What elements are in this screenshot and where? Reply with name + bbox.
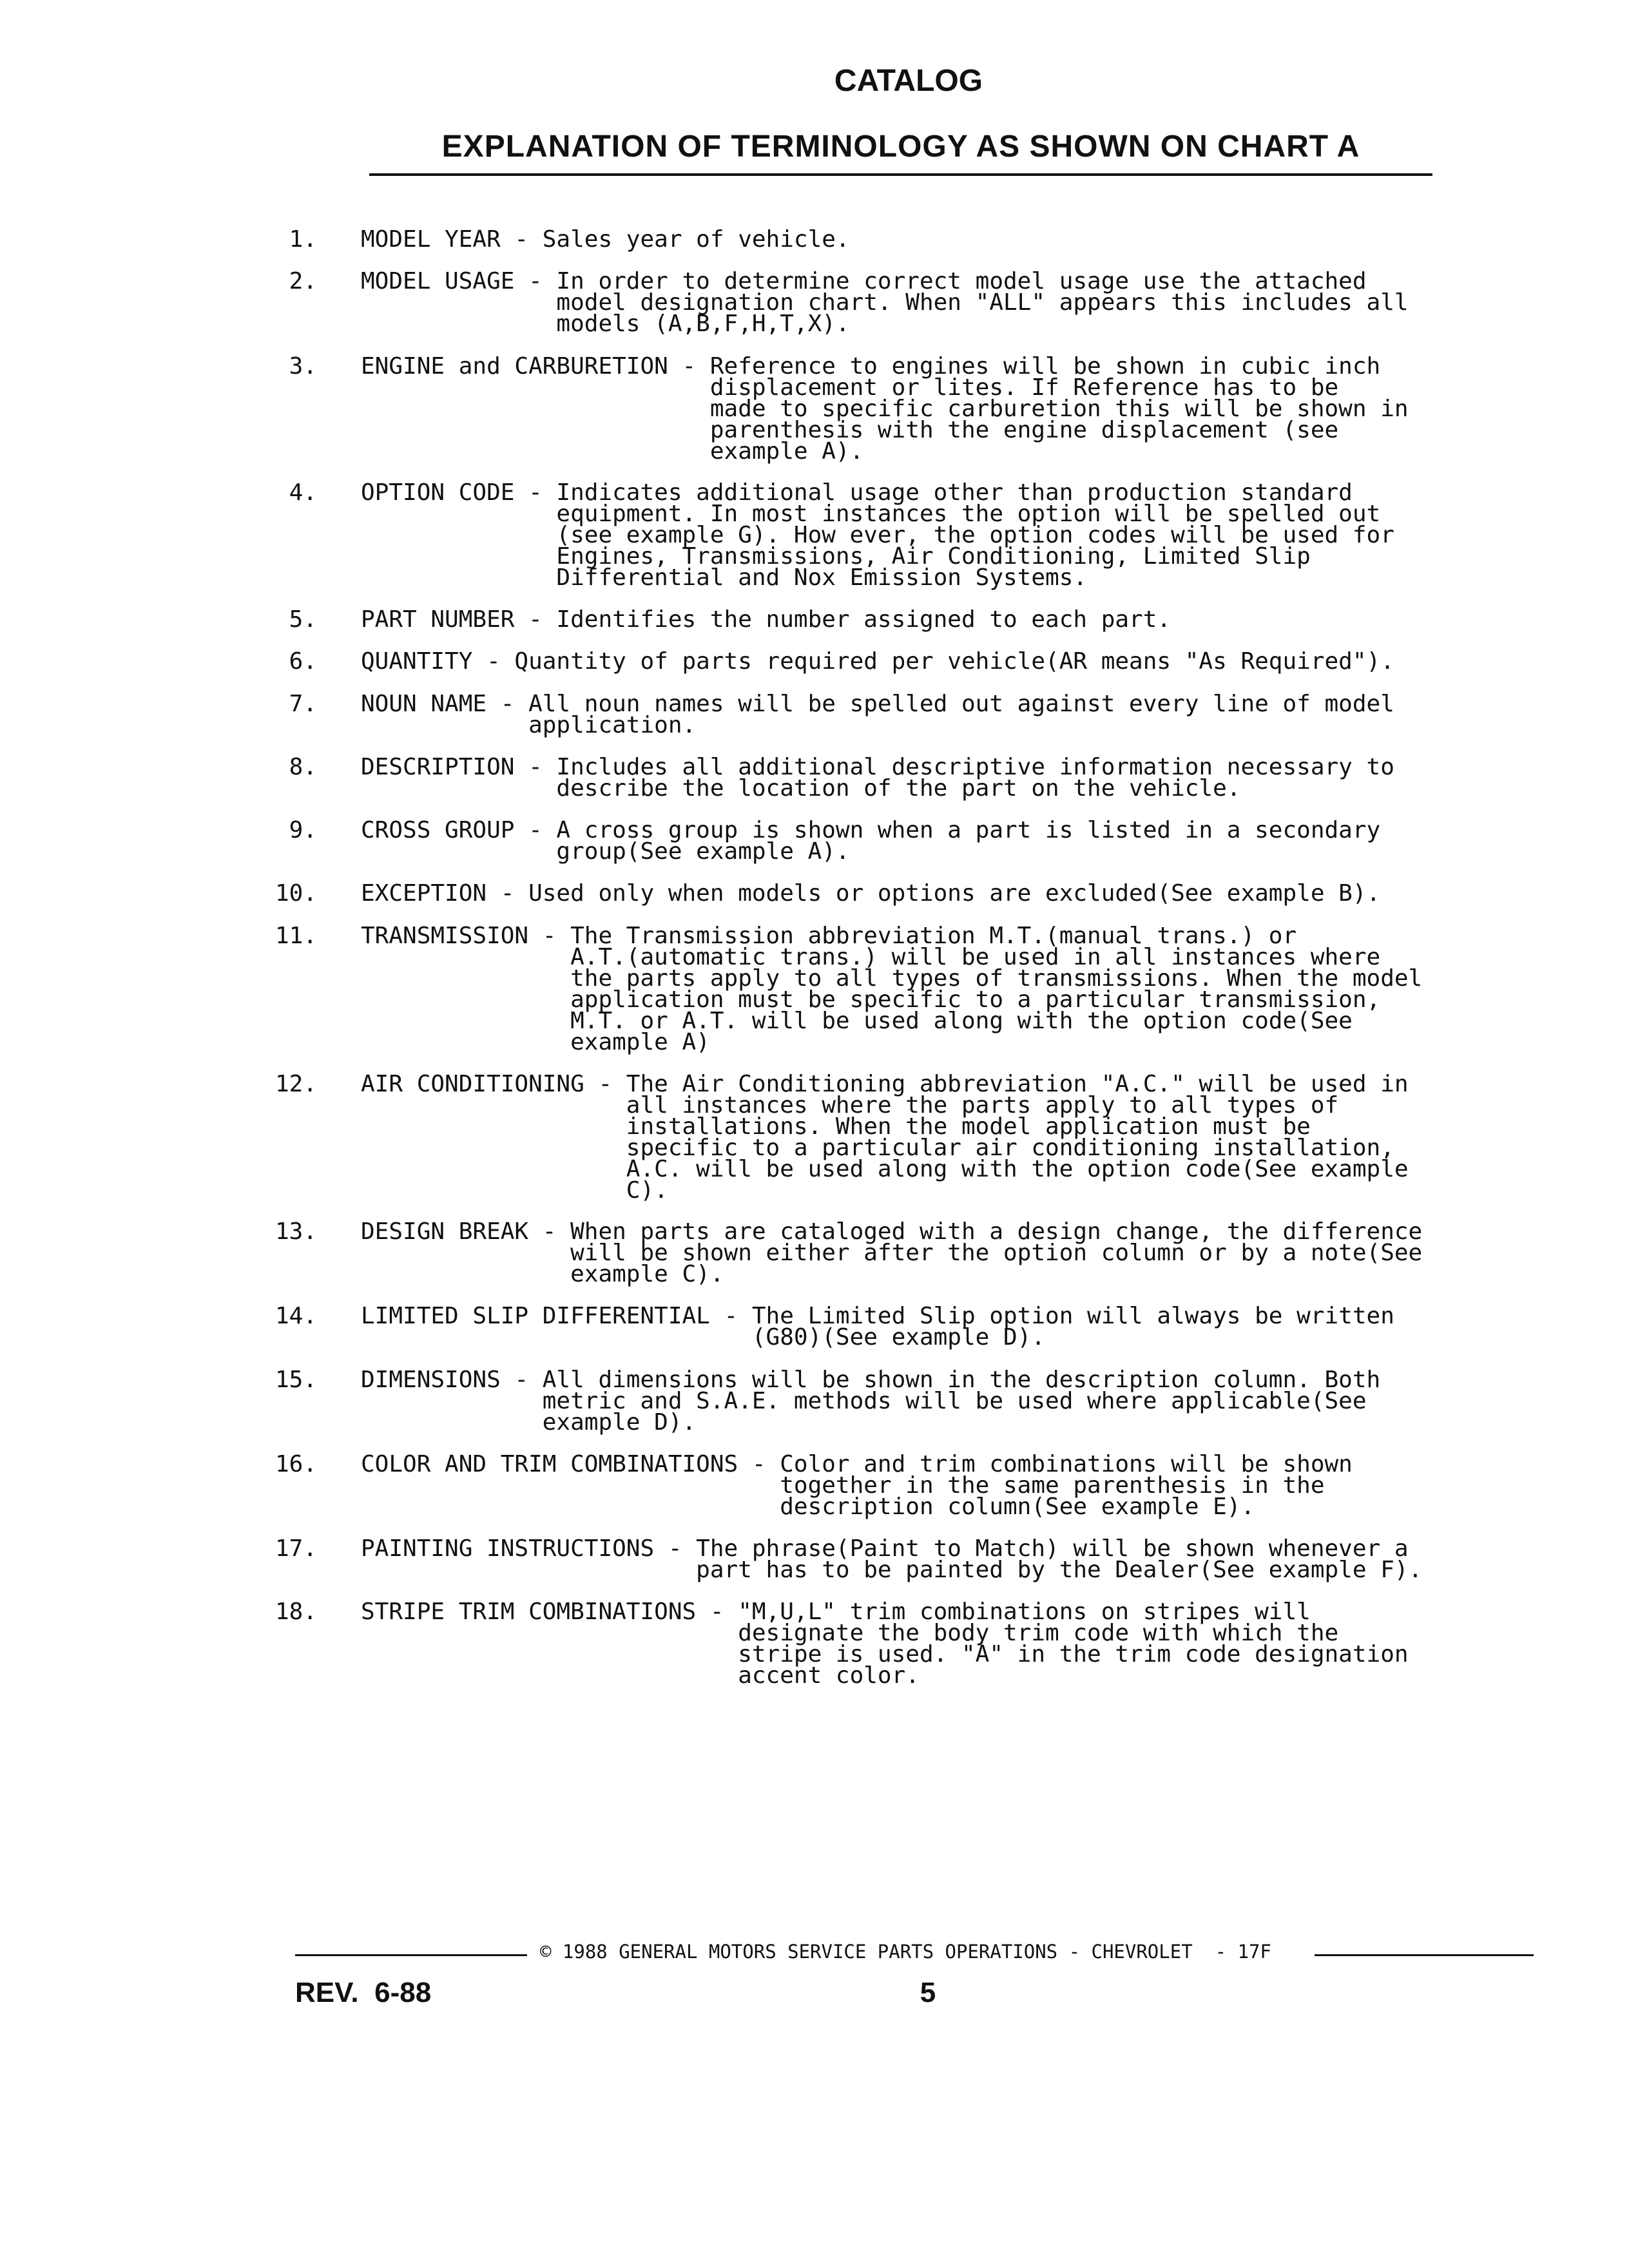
- entry-text-line: application must be specific to a particular transmission,: [361, 986, 1381, 1013]
- terminology-entry: [289, 754, 1559, 802]
- entry-text-line: description column(See example E).: [361, 1494, 1255, 1520]
- entry-text-line: describe the location of the part on the vehicle.: [361, 775, 1241, 802]
- entry-number: 13.: [275, 1218, 317, 1245]
- entry-text-line: together in the same parenthesis in the: [361, 1472, 1325, 1499]
- entry-text-line: EXCEPTION - Used only when models or options are excluded(See example B).: [361, 880, 1381, 907]
- entry-text-line: PAINTING INSTRUCTIONS - The phrase(Paint to Match) will be shown whenever a: [361, 1535, 1409, 1562]
- terminology-entry: [289, 648, 1559, 675]
- entry-text-line: will be shown either after the option column or by a note(See: [361, 1240, 1423, 1266]
- entry-text-line: OPTION CODE - Indicates additional usage other than production standard: [361, 479, 1353, 506]
- entry-text-line: parenthesis with the engine displacement (see: [361, 417, 1339, 443]
- entry-text-line: model designation chart. When "ALL" appears this includes all: [361, 289, 1409, 316]
- entry-text-line: TRANSMISSION - The Transmission abbreviation M.T.(manual trans.) or: [361, 923, 1297, 949]
- entry-number: 3.: [289, 353, 317, 380]
- entry-text-line: Differential and Nox Emission Systems.: [361, 564, 1088, 591]
- entry-text-line: DESIGN BREAK - When parts are cataloged with a design change, the difference: [361, 1218, 1423, 1245]
- footer-rule-left: [295, 1954, 527, 1956]
- entry-number: 5.: [289, 606, 317, 633]
- entry-text-line: models (A,B,F,H,T,X).: [361, 311, 850, 337]
- entry-text-line: ENGINE and CARBURETION - Reference to engines will be shown in cubic inch: [361, 353, 1381, 380]
- entry-text-line: metric and S.A.E. methods will be used where applicable(See: [361, 1388, 1367, 1414]
- terminology-entry: [275, 1599, 1559, 1689]
- entry-number: 18.: [275, 1599, 317, 1625]
- entry-text-line: QUANTITY - Quantity of parts required per vehicle(AR means "As Required").: [361, 648, 1394, 675]
- entry-text-line: A.C. will be used along with the option code(See example: [361, 1156, 1409, 1182]
- terminology-entry: [275, 1367, 1559, 1436]
- terminology-entry: [289, 226, 1559, 253]
- entry-number: 2.: [289, 268, 317, 294]
- entry-number: 10.: [275, 880, 317, 907]
- entry-text-line: AIR CONDITIONING - The Air Conditioning abbreviation "A.C." will be used in: [361, 1071, 1409, 1097]
- terminology-entry: [289, 606, 1559, 633]
- entry-text-line: application.: [361, 712, 697, 738]
- entry-text-line: DIMENSIONS - All dimensions will be shown in the description column. Both: [361, 1367, 1381, 1393]
- entry-number: 9.: [289, 817, 317, 843]
- entry-number: 11.: [275, 923, 317, 949]
- entry-text-line: the parts apply to all types of transmissions. When the model: [361, 965, 1423, 992]
- entry-text-line: group(See example A).: [361, 838, 850, 865]
- entry-text-line: part has to be painted by the Dealer(See example F).: [361, 1557, 1423, 1583]
- entry-text-line: COLOR AND TRIM COMBINATIONS - Color and trim combinations will be shown: [361, 1451, 1353, 1477]
- entry-text-line: example A).: [361, 438, 864, 465]
- title-underline: [369, 173, 1432, 176]
- terminology-entry: [289, 479, 1559, 591]
- entry-text-line: LIMITED SLIP DIFFERENTIAL - The Limited Slip option will always be written: [361, 1303, 1394, 1329]
- entry-text-line: C).: [361, 1177, 668, 1204]
- entry-text-line: made to specific carburetion this will be shown in: [361, 396, 1409, 422]
- entry-text-line: (G80)(See example D).: [361, 1324, 1046, 1350]
- terminology-entry: [275, 1218, 1559, 1287]
- entry-text-line: example D).: [361, 1409, 697, 1436]
- page-number: 5: [920, 1977, 936, 2008]
- entry-text-line: specific to a particular air conditioning installation,: [361, 1135, 1394, 1161]
- entry-number: 6.: [289, 648, 317, 675]
- footer-rule-right: [1315, 1954, 1534, 1956]
- terminology-entry: [275, 1451, 1559, 1520]
- terminology-entry: [275, 1303, 1559, 1350]
- entry-text-line: equipment. In most instances the option will be spelled out: [361, 501, 1381, 527]
- entry-text-line: DESCRIPTION - Includes all additional descriptive information necessary to: [361, 754, 1394, 780]
- entry-number: 16.: [275, 1451, 317, 1477]
- entry-number: 15.: [275, 1367, 317, 1393]
- entry-text-line: designate the body trim code with which the: [361, 1620, 1339, 1646]
- terminology-entry: [289, 817, 1559, 865]
- terminology-entry: [275, 1071, 1559, 1204]
- entry-text-line: installations. When the model application must be: [361, 1113, 1311, 1140]
- entry-text-line: displacement or lites. If Reference has to be: [361, 374, 1339, 401]
- entry-text-line: (see example G). How ever, the option codes will be used for: [361, 522, 1394, 548]
- entry-text-line: accent color.: [361, 1662, 920, 1689]
- entry-text-line: stripe is used. "A" in the trim code designation: [361, 1641, 1409, 1667]
- entry-text-line: all instances where the parts apply to all types of: [361, 1092, 1339, 1119]
- page-title: EXPLANATION OF TERMINOLOGY AS SHOWN ON CHART A: [441, 130, 1360, 164]
- entry-number: 14.: [275, 1303, 317, 1329]
- entry-text-line: Engines, Transmissions, Air Conditioning, Limited Slip: [361, 543, 1311, 570]
- catalog-heading: CATALOG: [834, 64, 983, 98]
- entry-text-line: MODEL USAGE - In order to determine correct model usage use the attached: [361, 268, 1367, 294]
- copyright-footer: © 1988 GENERAL MOTORS SERVICE PARTS OPERATIONS - CHEVROLET - 17F: [540, 1941, 1271, 1963]
- terminology-entry: [289, 691, 1559, 738]
- entry-number: 17.: [275, 1535, 317, 1562]
- terminology-entry: [289, 268, 1559, 337]
- entry-text-line: example A): [361, 1029, 710, 1055]
- entry-text-line: MODEL YEAR - Sales year of vehicle.: [361, 226, 850, 253]
- entry-text-line: NOUN NAME - All noun names will be spelled out against every line of model: [361, 691, 1394, 717]
- entry-number: 8.: [289, 754, 317, 780]
- terminology-entry: [275, 923, 1559, 1055]
- entry-number: 12.: [275, 1071, 317, 1097]
- entry-text-line: M.T. or A.T. will be used along with the option code(See: [361, 1008, 1353, 1034]
- terminology-entry: [289, 353, 1559, 465]
- entry-number: 1.: [289, 226, 317, 253]
- entry-text-line: PART NUMBER - Identifies the number assigned to each part.: [361, 606, 1171, 633]
- terminology-entry: [275, 880, 1559, 907]
- revision-label: REV. 6-88: [295, 1977, 432, 2008]
- entry-text-line: example C).: [361, 1261, 724, 1287]
- entry-number: 7.: [289, 691, 317, 717]
- entry-number: 4.: [289, 479, 317, 506]
- entry-text-line: CROSS GROUP - A cross group is shown when a part is listed in a secondary: [361, 817, 1381, 843]
- entry-text-line: STRIPE TRIM COMBINATIONS - "M,U,L" trim combinations on stripes will: [361, 1599, 1311, 1625]
- entry-text-line: A.T.(automatic trans.) will be used in all instances where: [361, 944, 1381, 970]
- terminology-entry: [275, 1535, 1559, 1583]
